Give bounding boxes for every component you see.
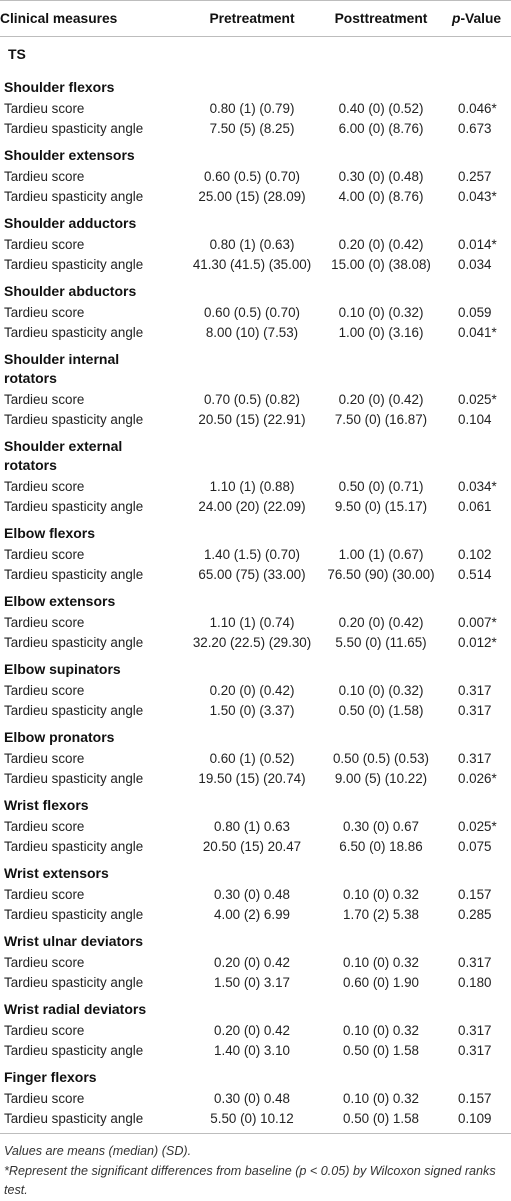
table-row: [0, 497, 511, 517]
pretreatment-value: 1.10 (1) (0.88): [209, 479, 295, 494]
table-row: [0, 1089, 511, 1109]
table-row: [0, 837, 511, 857]
p-value: 0.034*: [458, 479, 497, 494]
group-row: [0, 343, 511, 390]
table-row: [0, 235, 511, 255]
pretreatment-value: 7.50 (5) (8.25): [209, 121, 295, 136]
group-title: Wrist extensors: [4, 865, 109, 881]
measure-label: Tardieu score: [4, 101, 85, 116]
measure-label: Tardieu spasticity angle: [4, 1043, 144, 1058]
measure-label: Tardieu spasticity angle: [4, 325, 144, 340]
table-row: [0, 167, 511, 187]
group-title: Shoulder adductors: [4, 215, 137, 231]
posttreatment-value: 0.40 (0) (0.52): [338, 101, 424, 116]
footnote-significance: *Represent the significant differences from baseline (p < 0.05) by Wilcoxon signed ranks test.: [4, 1163, 496, 1197]
p-value: 0.317: [458, 1023, 492, 1038]
measure-label: Tardieu score: [4, 615, 85, 630]
group-title: Wrist radial deviators: [4, 1001, 147, 1017]
p-value: 0.109: [458, 1111, 492, 1126]
group-row: [0, 275, 511, 303]
table-row: [0, 817, 511, 837]
posttreatment-value: 9.50 (0) (15.17): [334, 499, 428, 514]
posttreatment-value: 0.10 (0) 0.32: [343, 887, 419, 902]
measure-label: Tardieu spasticity angle: [4, 703, 144, 718]
p-value: 0.026*: [458, 771, 497, 786]
group-row: [0, 993, 511, 1021]
measure-label: Tardieu spasticity angle: [4, 975, 144, 990]
group-row: [0, 925, 511, 953]
posttreatment-value: 0.10 (0) 0.32: [343, 955, 419, 970]
posttreatment-value: 0.20 (0) (0.42): [338, 615, 424, 630]
p-value: 0.061: [458, 499, 492, 514]
table-row: [0, 410, 511, 430]
posttreatment-value: 0.50 (0) 1.58: [343, 1043, 419, 1058]
pretreatment-value: 0.60 (0.5) (0.70): [203, 305, 301, 320]
posttreatment-value: 0.50 (0) (0.71): [338, 479, 424, 494]
pretreatment-value: 1.50 (0) 3.17: [214, 975, 290, 990]
posttreatment-value: 1.70 (2) 5.38: [343, 907, 419, 922]
group-title: Shoulder extensors: [4, 147, 135, 163]
table-row: [0, 633, 511, 653]
table-row: [0, 701, 511, 721]
measure-label: Tardieu spasticity angle: [4, 907, 144, 922]
table-row: [0, 187, 511, 207]
group-row: [0, 789, 511, 817]
group-title: Shoulder abductors: [4, 283, 137, 299]
pretreatment-value: 20.50 (15) 20.47: [202, 839, 302, 854]
measure-label: Tardieu score: [4, 683, 85, 698]
table-row: [0, 545, 511, 565]
table-row: [0, 749, 511, 769]
pretreatment-value: 5.50 (0) 10.12: [210, 1111, 294, 1126]
header-posttreatment: Posttreatment: [316, 1, 446, 37]
table-row: [0, 885, 511, 905]
group-row: [0, 207, 511, 235]
p-value: 0.059: [458, 305, 492, 320]
posttreatment-value: 4.00 (0) (8.76): [338, 189, 424, 204]
pretreatment-value: 0.30 (0) 0.48: [214, 887, 290, 902]
header-pretreatment: Pretreatment: [188, 1, 316, 37]
table-row: [0, 255, 511, 275]
p-value: 0.034: [458, 257, 492, 272]
table-row: [0, 769, 511, 789]
measure-label: Tardieu score: [4, 479, 85, 494]
group-row: [0, 585, 511, 613]
posttreatment-value: 0.10 (0) (0.32): [338, 305, 424, 320]
posttreatment-value: 7.50 (0) (16.87): [334, 412, 428, 427]
table-row: [0, 477, 511, 497]
posttreatment-value: 0.50 (0) 1.58: [343, 1111, 419, 1126]
measure-label: Tardieu score: [4, 1091, 85, 1106]
posttreatment-value: 0.10 (0) (0.32): [338, 683, 424, 698]
p-value: 0.012*: [458, 635, 497, 650]
section-row: [0, 37, 511, 72]
p-value: 0.102: [458, 547, 492, 562]
posttreatment-value: 6.50 (0) 18.86: [339, 839, 423, 854]
p-value: 0.514: [458, 567, 492, 582]
table-body: [0, 37, 511, 1134]
pretreatment-value: 0.80 (1) (0.79): [209, 101, 295, 116]
pretreatment-value: 0.20 (0) 0.42: [214, 1023, 290, 1038]
group-row: [0, 1061, 511, 1089]
measure-label: Tardieu spasticity angle: [4, 839, 144, 854]
table-row: [0, 613, 511, 633]
p-value: 0.180: [458, 975, 492, 990]
p-value: 0.041*: [458, 325, 497, 340]
table-header-row: [0, 1, 511, 37]
table-row: [0, 1021, 511, 1041]
table-row: [0, 973, 511, 993]
pretreatment-value: 0.30 (0) 0.48: [214, 1091, 290, 1106]
table-row: [0, 1109, 511, 1133]
p-value: 0.317: [458, 683, 492, 698]
group-row: [0, 517, 511, 545]
pretreatment-value: 1.40 (0) 3.10: [214, 1043, 290, 1058]
measure-label: Tardieu score: [4, 392, 85, 407]
posttreatment-value: 15.00 (0) (38.08): [331, 257, 431, 272]
table-row: [0, 565, 511, 585]
p-value: 0.014*: [458, 237, 497, 252]
posttreatment-value: 0.30 (0) (0.48): [338, 169, 424, 184]
measure-label: Tardieu score: [4, 169, 85, 184]
p-value: 0.104: [458, 412, 492, 427]
posttreatment-value: 0.10 (0) 0.32: [343, 1091, 419, 1106]
p-value: 0.317: [458, 955, 492, 970]
pretreatment-value: 4.00 (2) 6.99: [214, 907, 290, 922]
table-row: [0, 953, 511, 973]
group-title: Shoulder flexors: [4, 79, 115, 95]
posttreatment-value: 0.20 (0) (0.42): [338, 237, 424, 252]
table-footnotes: [0, 1134, 511, 1201]
p-value: 0.075: [458, 839, 492, 854]
measure-label: Tardieu score: [4, 1023, 85, 1038]
posttreatment-value: 0.20 (0) (0.42): [338, 392, 424, 407]
p-value: 0.046*: [458, 101, 497, 116]
posttreatment-value: 5.50 (0) (11.65): [335, 635, 427, 650]
table-row: [0, 119, 511, 139]
pretreatment-value: 24.00 (20) (22.09): [198, 499, 306, 514]
header-clinical-measures: Clinical measures: [0, 1, 188, 37]
posttreatment-value: 0.30 (0) 0.67: [343, 819, 419, 834]
posttreatment-value: 76.50 (90) (30.00): [327, 567, 435, 582]
measure-label: Tardieu score: [4, 819, 85, 834]
pretreatment-value: 1.10 (1) (0.74): [209, 615, 295, 630]
posttreatment-value: 1.00 (1) (0.67): [338, 547, 424, 562]
table-row: [0, 99, 511, 119]
group-title: Elbow pronators: [4, 729, 115, 745]
measure-label: Tardieu score: [4, 237, 85, 252]
table-row: [0, 681, 511, 701]
measure-label: Tardieu score: [4, 547, 85, 562]
header-p-value: [446, 1, 511, 37]
table-row: [0, 1041, 511, 1061]
pretreatment-value: 32.20 (22.5) (29.30): [192, 635, 312, 650]
posttreatment-value: 0.50 (0) (1.58): [338, 703, 424, 718]
group-row: [0, 139, 511, 167]
group-row: [0, 653, 511, 681]
group-row: [0, 721, 511, 749]
table-row: [0, 303, 511, 323]
group-title: Shoulder external rotators: [4, 438, 123, 473]
measure-label: Tardieu score: [4, 955, 85, 970]
group-row: [0, 857, 511, 885]
posttreatment-value: 1.00 (0) (3.16): [338, 325, 424, 340]
group-title: Elbow supinators: [4, 661, 121, 677]
measure-label: Tardieu spasticity angle: [4, 635, 144, 650]
footnote-values: Values are means (median) (SD).: [4, 1144, 192, 1158]
measure-label: Tardieu spasticity angle: [4, 412, 144, 427]
group-title: Wrist flexors: [4, 797, 89, 813]
pretreatment-value: 0.60 (1) (0.52): [209, 751, 295, 766]
p-value: 0.157: [458, 1091, 492, 1106]
group-title: Elbow flexors: [4, 525, 96, 541]
posttreatment-value: 9.00 (5) (10.22): [334, 771, 428, 786]
pretreatment-value: 25.00 (15) (28.09): [198, 189, 306, 204]
measure-label: Tardieu spasticity angle: [4, 121, 144, 136]
posttreatment-value: 0.10 (0) 0.32: [343, 1023, 419, 1038]
header-p-letter: p: [452, 11, 461, 26]
measure-label: Tardieu spasticity angle: [4, 189, 144, 204]
measure-label: Tardieu score: [4, 751, 85, 766]
measure-label: Tardieu spasticity angle: [4, 771, 144, 786]
measure-label: Tardieu spasticity angle: [4, 257, 144, 272]
pretreatment-value: 20.50 (15) (22.91): [198, 412, 306, 427]
p-value: 0.317: [458, 751, 492, 766]
p-value: 0.157: [458, 887, 492, 902]
p-value: 0.007*: [458, 615, 497, 630]
table-row: [0, 905, 511, 925]
p-value: 0.285: [458, 907, 492, 922]
pretreatment-value: 1.50 (0) (3.37): [209, 703, 295, 718]
p-value: 0.317: [458, 703, 492, 718]
header-p-suffix: -Value: [460, 11, 502, 26]
table-row: [0, 390, 511, 410]
p-value: 0.025*: [458, 392, 497, 407]
measure-label: Tardieu score: [4, 305, 85, 320]
pretreatment-value: 0.20 (0) (0.42): [209, 683, 295, 698]
group-row: [0, 430, 511, 477]
measure-label: Tardieu spasticity angle: [4, 499, 144, 514]
group-title: Elbow extensors: [4, 593, 116, 609]
measure-label: Tardieu score: [4, 887, 85, 902]
pretreatment-value: 19.50 (15) (20.74): [198, 771, 306, 786]
pretreatment-value: 0.80 (1) (0.63): [209, 237, 295, 252]
pretreatment-value: 0.70 (0.5) (0.82): [203, 392, 301, 407]
posttreatment-value: 0.50 (0.5) (0.53): [332, 751, 430, 766]
pretreatment-value: 0.20 (0) 0.42: [214, 955, 290, 970]
pretreatment-value: 0.80 (1) 0.63: [214, 819, 290, 834]
pretreatment-value: 41.30 (41.5) (35.00): [192, 257, 312, 272]
group-title: Shoulder internal rotators: [4, 351, 120, 386]
pretreatment-value: 65.00 (75) (33.00): [198, 567, 306, 582]
group-title: Finger flexors: [4, 1069, 97, 1085]
measure-label: Tardieu spasticity angle: [4, 567, 144, 582]
measure-label: Tardieu spasticity angle: [4, 1111, 144, 1126]
posttreatment-value: 6.00 (0) (8.76): [338, 121, 424, 136]
pretreatment-value: 8.00 (10) (7.53): [205, 325, 299, 340]
pretreatment-value: 1.40 (1.5) (0.70): [203, 547, 301, 562]
p-value: 0.025*: [458, 819, 497, 834]
posttreatment-value: 0.60 (0) 1.90: [343, 975, 419, 990]
p-value: 0.317: [458, 1043, 492, 1058]
p-value: 0.043*: [458, 189, 497, 204]
group-row: [0, 71, 511, 99]
p-value: 0.673: [458, 121, 492, 136]
p-value: 0.257: [458, 169, 492, 184]
group-title: Wrist ulnar deviators: [4, 933, 144, 949]
pretreatment-value: 0.60 (0.5) (0.70): [203, 169, 301, 184]
table-row: [0, 323, 511, 343]
section-label: TS: [8, 45, 26, 62]
